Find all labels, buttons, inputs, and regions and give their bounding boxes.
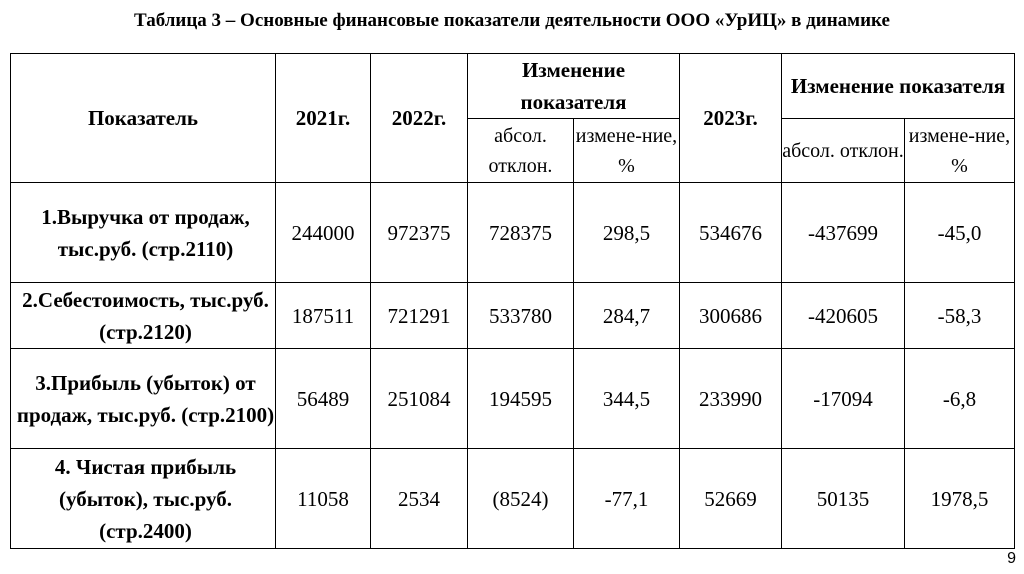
cell-pct-change-2: 1978,5 — [905, 449, 1015, 549]
header-indicator: Показатель — [11, 54, 276, 183]
table-row — [11, 449, 1015, 549]
page-number: 9 — [1007, 550, 1016, 567]
cell-pct-change-1: -77,1 — [574, 449, 680, 549]
row-label: 3.Прибыль (убыток) от продаж, тыс.руб. (стр.2100) — [11, 349, 276, 449]
cell-2022: 251084 — [371, 349, 468, 449]
cell-2022: 2534 — [371, 449, 468, 549]
table-row — [11, 283, 1015, 349]
cell-2023: 52669 — [680, 449, 782, 549]
header-year-2022: 2022г. — [371, 54, 468, 183]
row-label: 4. Чистая прибыль (убыток), тыс.руб. (стр.2400) — [11, 449, 276, 549]
cell-abs-change-2: -420605 — [782, 283, 905, 349]
cell-abs-change-1: (8524) — [468, 449, 574, 549]
cell-pct-change-1: 298,5 — [574, 183, 680, 283]
cell-pct-change-1: 344,5 — [574, 349, 680, 449]
cell-abs-change-1: 194595 — [468, 349, 574, 449]
cell-2022: 721291 — [371, 283, 468, 349]
header-year-2023: 2023г. — [680, 54, 782, 183]
cell-2021: 187511 — [276, 283, 371, 349]
cell-abs-change-2: 50135 — [782, 449, 905, 549]
cell-2021: 244000 — [276, 183, 371, 283]
cell-abs-change-2: -437699 — [782, 183, 905, 283]
financial-indicators-table — [10, 53, 1015, 549]
table-title: Таблица 3 – Основные финансовые показатели деятельности ООО «УрИЦ» в динамике — [134, 10, 890, 31]
header-change-group-2: Изменение показателя — [782, 54, 1015, 119]
header-abs-deviation: абсол. отклон. — [782, 119, 905, 183]
header-change-percent: измене-ние, % — [905, 119, 1015, 183]
header-abs-deviation: абсол. отклон. — [468, 119, 574, 183]
cell-abs-change-1: 728375 — [468, 183, 574, 283]
table-row — [11, 349, 1015, 449]
cell-2021: 11058 — [276, 449, 371, 549]
cell-2022: 972375 — [371, 183, 468, 283]
header-change-percent: измене-ние, % — [574, 119, 680, 183]
row-label: 1.Выручка от продаж, тыс.руб. (стр.2110) — [11, 183, 276, 283]
cell-2021: 56489 — [276, 349, 371, 449]
cell-abs-change-1: 533780 — [468, 283, 574, 349]
cell-pct-change-1: 284,7 — [574, 283, 680, 349]
cell-2023: 534676 — [680, 183, 782, 283]
cell-abs-change-2: -17094 — [782, 349, 905, 449]
header-change-group-1: Изменение показателя — [468, 54, 680, 119]
row-label: 2.Себестоимость, тыс.руб. (стр.2120) — [11, 283, 276, 349]
cell-2023: 300686 — [680, 283, 782, 349]
table-row — [11, 183, 1015, 283]
cell-pct-change-2: -45,0 — [905, 183, 1015, 283]
cell-2023: 233990 — [680, 349, 782, 449]
header-year-2021: 2021г. — [276, 54, 371, 183]
cell-pct-change-2: -58,3 — [905, 283, 1015, 349]
cell-pct-change-2: -6,8 — [905, 349, 1015, 449]
